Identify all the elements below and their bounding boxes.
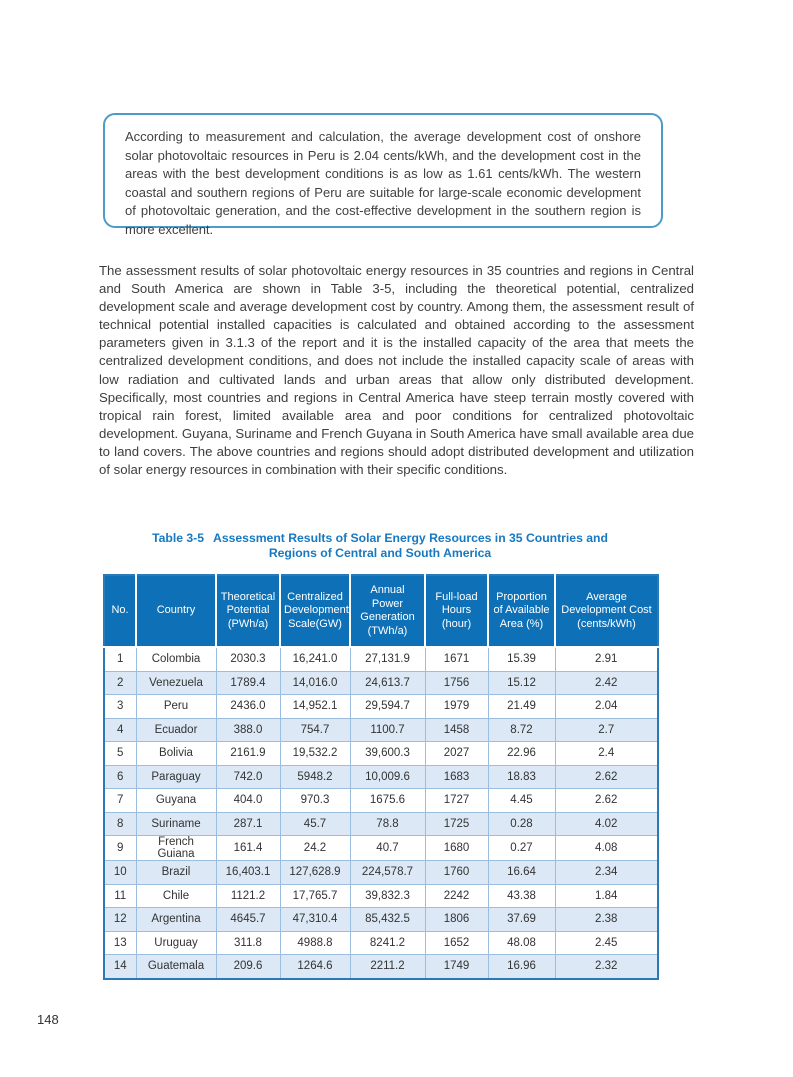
table-title-text: Assessment Results of Solar Energy Resources in 35 Countries and Regions of Central and South America (213, 531, 608, 560)
column-header: Full-load Hours (hour) (425, 575, 488, 647)
table-cell: 39,600.3 (350, 742, 425, 766)
table-cell: 224,578.7 (350, 861, 425, 885)
table-row (104, 931, 658, 955)
table-cell: Ecuador (136, 718, 216, 742)
table-row (104, 695, 658, 719)
table-cell: 3 (104, 695, 136, 719)
table-cell: 1806 (425, 908, 488, 932)
callout-box (103, 113, 663, 237)
table-cell: 2.34 (555, 861, 658, 885)
table-cell: Peru (136, 695, 216, 719)
table-cell: French Guiana (136, 836, 216, 861)
table-cell: 29,594.7 (350, 695, 425, 719)
table-cell: 1264.6 (280, 955, 350, 979)
table-cell: 1100.7 (350, 718, 425, 742)
table-cell: 14 (104, 955, 136, 979)
table-cell: 1756 (425, 671, 488, 695)
table-cell: Bolivia (136, 742, 216, 766)
table-cell: 1727 (425, 789, 488, 813)
callout-text: According to measurement and calculation, the average development cost of onshore solar photovoltaic resources in Peru is 2.04 cents/kWh, and the development cost in the areas with the best development conditions is as low as 1.61 cents/kWh. The western coastal and southern regions of Peru are suitable for large-scale economic development of photovoltaic generation, and the cost-effective development in the southern region is more excellent. (125, 129, 641, 237)
table-cell: 5 (104, 742, 136, 766)
table-cell: 5948.2 (280, 765, 350, 789)
table-cell: Guatemala (136, 955, 216, 979)
table-cell: 8 (104, 812, 136, 836)
table-cell: Paraguay (136, 765, 216, 789)
table-cell: 7 (104, 789, 136, 813)
page-number: 148 (37, 1012, 59, 1027)
column-header: Annual Power Generation (TWh/a) (350, 575, 425, 647)
table-cell: 1749 (425, 955, 488, 979)
table-row (104, 861, 658, 885)
table-row (104, 955, 658, 979)
table-cell: 1683 (425, 765, 488, 789)
table-header (104, 575, 658, 647)
table-cell: 15.39 (488, 647, 555, 671)
table-row (104, 908, 658, 932)
table-cell: 1652 (425, 931, 488, 955)
table-cell: 1680 (425, 836, 488, 861)
table-cell: 1.84 (555, 884, 658, 908)
table-cell: 27,131.9 (350, 647, 425, 671)
table-cell: 2436.0 (216, 695, 280, 719)
table-cell: 742.0 (216, 765, 280, 789)
table-body (104, 647, 658, 979)
table-cell: 47,310.4 (280, 908, 350, 932)
table-cell: 2.7 (555, 718, 658, 742)
table-cell: 311.8 (216, 931, 280, 955)
table-header-row (104, 575, 658, 647)
table-cell: 754.7 (280, 718, 350, 742)
table-cell: 14,952.1 (280, 695, 350, 719)
table-cell: 388.0 (216, 718, 280, 742)
table-cell: 16,241.0 (280, 647, 350, 671)
table-cell: 2.04 (555, 695, 658, 719)
table-caption (103, 531, 657, 561)
table-row (104, 718, 658, 742)
table-cell: 127,628.9 (280, 861, 350, 885)
table-cell: 43.38 (488, 884, 555, 908)
table-cell: Brazil (136, 861, 216, 885)
table-cell: 2.45 (555, 931, 658, 955)
table-cell: 2.42 (555, 671, 658, 695)
table-label: Table 3-5 (152, 531, 205, 545)
column-header: Proportion of Available Area (%) (488, 575, 555, 647)
table-cell: 404.0 (216, 789, 280, 813)
table-cell: 1725 (425, 812, 488, 836)
table-cell: 2.32 (555, 955, 658, 979)
table-cell: 1979 (425, 695, 488, 719)
table-cell: 21.49 (488, 695, 555, 719)
table-cell: 2027 (425, 742, 488, 766)
table-cell: 12 (104, 908, 136, 932)
table-cell: 10 (104, 861, 136, 885)
table-cell: Suriname (136, 812, 216, 836)
table-cell: 2161.9 (216, 742, 280, 766)
table-cell: 287.1 (216, 812, 280, 836)
table-cell: 10,009.6 (350, 765, 425, 789)
table-cell: 0.27 (488, 836, 555, 861)
table-cell: 15.12 (488, 671, 555, 695)
table-cell: 4.02 (555, 812, 658, 836)
table-cell: 2242 (425, 884, 488, 908)
table-cell: 14,016.0 (280, 671, 350, 695)
table-cell: 6 (104, 765, 136, 789)
table-row (104, 647, 658, 671)
table-cell: 19,532.2 (280, 742, 350, 766)
table-cell: 37.69 (488, 908, 555, 932)
column-header: Country (136, 575, 216, 647)
table-cell: 16.64 (488, 861, 555, 885)
table-cell: 1760 (425, 861, 488, 885)
table-cell: 48.08 (488, 931, 555, 955)
table-cell: 24.2 (280, 836, 350, 861)
column-header: No. (104, 575, 136, 647)
table-cell: Argentina (136, 908, 216, 932)
table-cell: Chile (136, 884, 216, 908)
table-cell: Uruguay (136, 931, 216, 955)
table-cell: 85,432.5 (350, 908, 425, 932)
table-cell: 2.38 (555, 908, 658, 932)
table-cell: 2 (104, 671, 136, 695)
table-cell: 45.7 (280, 812, 350, 836)
table-cell: 40.7 (350, 836, 425, 861)
table-cell: 2.62 (555, 789, 658, 813)
table-cell: Colombia (136, 647, 216, 671)
table-cell: 13 (104, 931, 136, 955)
table-cell: 78.8 (350, 812, 425, 836)
column-header: Theoretical Potential (PWh/a) (216, 575, 280, 647)
table-cell: 1671 (425, 647, 488, 671)
solar-assessment-table (103, 574, 659, 980)
body-paragraph: The assessment results of solar photovoltaic energy resources in 35 countries and regions in Central and South America are shown in Table 3-5, including the theoretical potential, centralized development scale and average development cost by country. Among them, the assessment result of technical potential installed capacities is calculated and obtained according to the assessment parameters given in 3.1.3 of the report and it is the installed capacity of the area that meets the centralized development conditions, and does not include the installed capacity scale of areas with low radiation and cultivated lands and urban areas that allow only distributed development. Specifically, most countries and regions in Central America have steep terrain mostly covered with tropical rain forest, limited available area and poor conditions for centralized photovoltaic development. Guyana, Suriname and French Guyana in South America have small available area due to land covers. The above countries and regions should adopt distributed development and utilization of solar energy resources in combination with their specific conditions. (99, 263, 694, 478)
table-row (104, 836, 658, 861)
table-cell: 2211.2 (350, 955, 425, 979)
table-cell: 18.83 (488, 765, 555, 789)
table-row (104, 789, 658, 813)
table-row (104, 884, 658, 908)
table-cell: 161.4 (216, 836, 280, 861)
table-cell: 1 (104, 647, 136, 671)
table-cell: 2030.3 (216, 647, 280, 671)
table-cell: 1458 (425, 718, 488, 742)
column-header: Average Development Cost (cents/kWh) (555, 575, 658, 647)
column-header: Centralized Development Scale(GW) (280, 575, 350, 647)
table-cell: 4.08 (555, 836, 658, 861)
table-cell: 4988.8 (280, 931, 350, 955)
table-cell: 8.72 (488, 718, 555, 742)
table-cell: 1789.4 (216, 671, 280, 695)
table-cell: 16,403.1 (216, 861, 280, 885)
table-cell: 0.28 (488, 812, 555, 836)
table-cell: 1675.6 (350, 789, 425, 813)
table-row (104, 671, 658, 695)
table-cell: 11 (104, 884, 136, 908)
table-row (104, 812, 658, 836)
table-cell: 2.62 (555, 765, 658, 789)
table-cell: 970.3 (280, 789, 350, 813)
table-cell: 9 (104, 836, 136, 861)
table-cell: 2.4 (555, 742, 658, 766)
table-cell: 4645.7 (216, 908, 280, 932)
table-cell: 1121.2 (216, 884, 280, 908)
table-cell: 17,765.7 (280, 884, 350, 908)
table-cell: 39,832.3 (350, 884, 425, 908)
table-cell: 2.91 (555, 647, 658, 671)
table-cell: 22.96 (488, 742, 555, 766)
table-cell: 4.45 (488, 789, 555, 813)
table-row (104, 742, 658, 766)
table-cell: 4 (104, 718, 136, 742)
table-cell: 8241.2 (350, 931, 425, 955)
table-cell: 16.96 (488, 955, 555, 979)
table-cell: Venezuela (136, 671, 216, 695)
table-cell: 209.6 (216, 955, 280, 979)
table-cell: 24,613.7 (350, 671, 425, 695)
table-row (104, 765, 658, 789)
table-cell: Guyana (136, 789, 216, 813)
